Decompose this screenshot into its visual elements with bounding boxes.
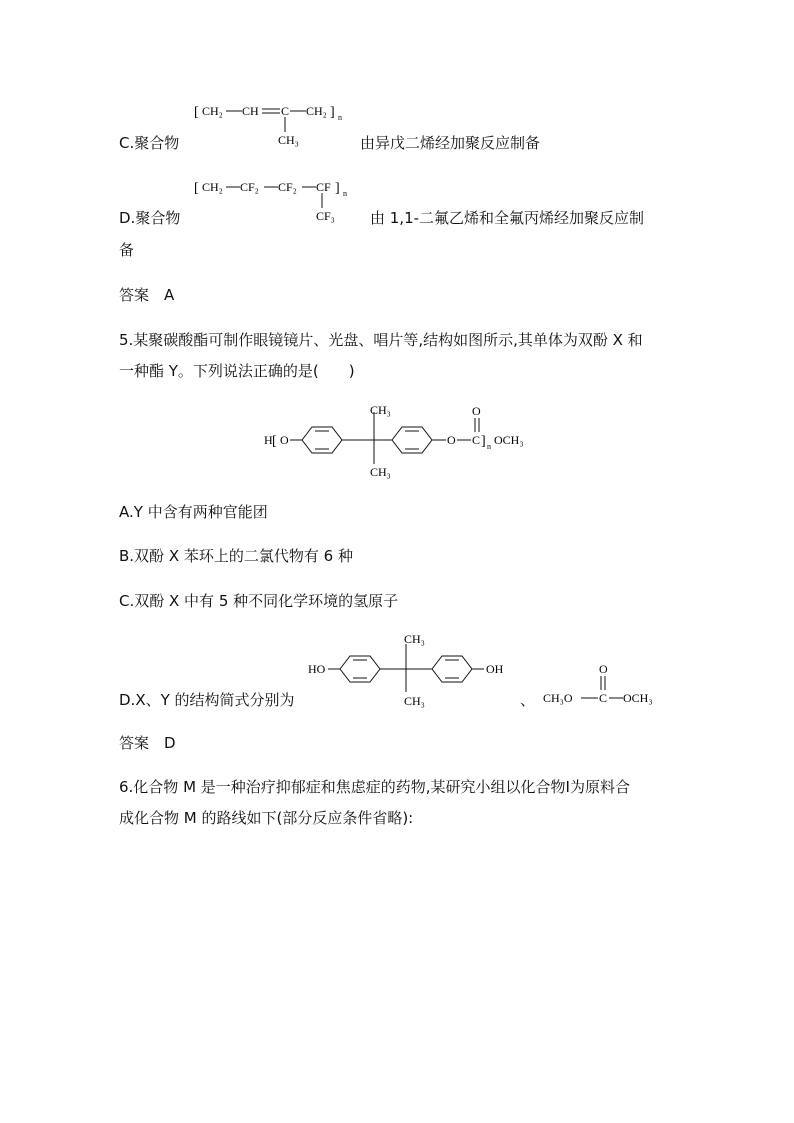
option-c-formula-svg [190,98,360,150]
atom-o-carbonyl: O [472,404,481,418]
q6-line-1: 6.化合物 M 是一种治疗抑郁症和焦虑症的药物,某研究小组以化合物Ⅰ为原料合 [119,778,630,796]
answer-2: 答案 D [119,734,176,752]
group-ho: HO [308,662,326,676]
group-ch2: CH₂ [202,180,223,194]
dimethyl-carbonate-structure [543,658,673,708]
option-d-desc: 由 1,1-二氟乙烯和全氟丙烯经加聚反应制 [370,209,645,227]
group-ch: CH [242,104,259,118]
bisphenol-x-svg [306,628,516,708]
bracket-close: ] [330,105,335,120]
bracket-open: [ [194,181,199,196]
bracket-close: ] [335,181,340,196]
bracket-open: [ [194,105,199,120]
group-cf2: CF₂ [278,180,297,194]
subscript-n: n [338,113,342,122]
option-c-label: C.聚合物 [119,134,180,152]
answer-1: 答案 A [119,286,175,304]
atom-o-carbonyl: O [599,662,608,676]
q5-option-c: C.双酚 X 中有 5 种不同化学环境的氢原子 [119,592,399,610]
option-d-formula-svg [190,174,370,226]
group-ch3o: CH₃O [543,691,573,705]
group-ch3: CH₃ [278,133,299,147]
group-och3: OCH₃ [494,433,524,447]
group-ch3-top: CH₃ [404,632,425,646]
group-cf2: CF₂ [240,180,259,194]
group-cf: CF [316,180,331,194]
bracket-close: ] [481,434,486,449]
group-ch3-top: CH₃ [370,403,391,417]
bisphenol-x-structure [306,628,516,708]
group-ch3-bottom: CH₃ [404,694,425,708]
dimethyl-carbonate-svg [543,658,673,708]
subscript-n: n [487,442,491,451]
group-ch3-bottom: CH₃ [370,465,391,479]
atom-c: C [599,691,608,705]
atom-c: C [472,433,481,447]
option-d-desc-cont: 备 [119,241,135,259]
group-oh: OH [486,662,504,676]
option-c-formula [190,98,360,150]
option-d-label: D.聚合物 [119,209,181,227]
group-cf3: CF₃ [316,209,335,223]
q5-line-1: 5.某聚碳酸酯可制作眼镜镜片、光盘、唱片等,结构如图所示,其单体为双酚 X 和 [119,331,643,349]
q6-line-2: 成化合物 M 的路线如下(部分反应条件省略): [119,809,414,827]
q5-option-d-separator: 、 [520,691,536,709]
group-c: C [281,104,290,118]
q5-option-a: A.Y 中含有两种官能团 [119,503,268,521]
atom-o: O [280,433,289,447]
atom-o: O [447,433,456,447]
q5-option-b: B.双酚 X 苯环上的二氯代物有 6 种 [119,547,353,565]
atom-h: H [264,433,273,447]
option-c-desc: 由异戊二烯经加聚反应制备 [360,134,541,152]
group-och3: OCH₃ [623,691,653,705]
subscript-n: n [343,189,347,198]
group-ch2: CH₂ [202,104,223,118]
q5-option-d: D.X、Y 的结构简式分别为 [119,691,295,709]
q5-line-2: 一种酯 Y。下列说法正确的是( ) [119,362,355,380]
polycarbonate-svg [262,400,542,480]
polycarbonate-structure [262,400,542,480]
group-ch2: CH₂ [306,104,327,118]
bracket-open: [ [272,434,277,449]
option-d-formula [190,174,370,226]
